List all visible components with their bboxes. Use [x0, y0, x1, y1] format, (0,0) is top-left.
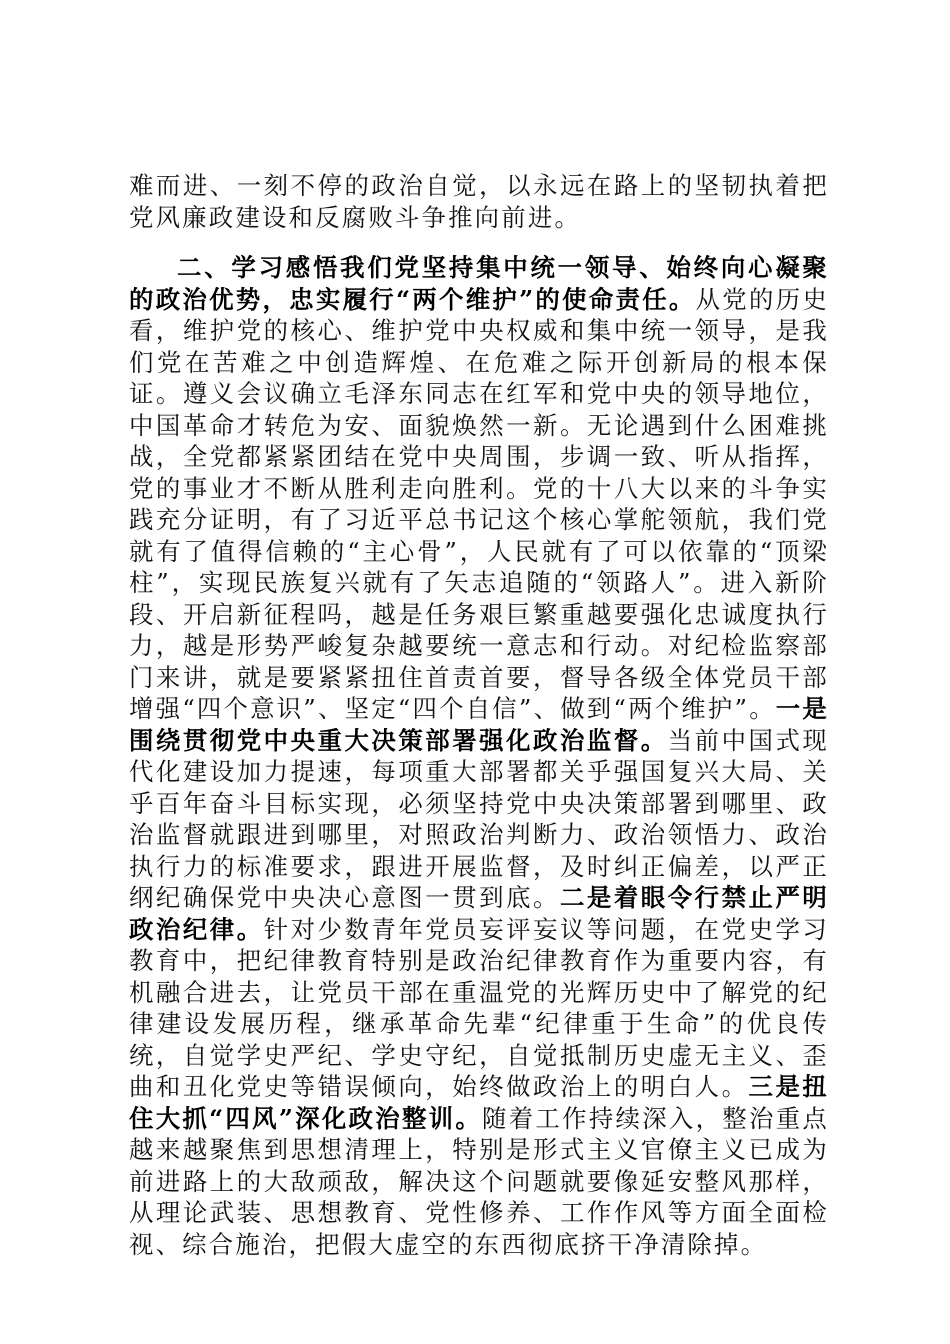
- point-two-heading: 二是着眼令行禁止严明政治纪律。: [129, 883, 829, 944]
- point-one-heading: 一是围绕贯彻党中央重大决策部署强化政治监督。: [129, 694, 829, 755]
- point-three-body: 随着工作持续深入，整治重点越来越聚焦到思想清理上，特别是形式主义官僚主义已成为前进路上的大敌顽敌，解决这个问题就要像延安整风那样，从理论武装、思想教育、党性修养、工作作风等方面全面检视、综合施治，把假大虚空的东西彻底挤干净清除掉。: [129, 1103, 829, 1259]
- point-one-body: 当前中国式现代化建设加力提速，每项重大部署都关乎强国复兴大局、关乎百年奋斗目标实现，必须坚持党中央决策部署到哪里、政治监督就跟进到哪里，对照政治判断力、政治领悟力、政治执行力的标准要求，跟进开展监督，及时纠正偏差，以严正纲纪确保党中央决心意图一贯到底。: [129, 725, 829, 912]
- paragraph-text: 难而进、一刻不停的政治自觉，以永远在路上的坚韧执着把党风廉政建设和反腐败斗争推向前进。: [129, 171, 829, 232]
- section-body: 从党的历史看，维护党的核心、维护党中央权威和集中统一领导，是我们党在苦难之中创造辉煌、在危难之际开创新局的根本保证。遵义会议确立毛泽东同志在红军和党中央的领导地位，中国革命才转危为安、面貌焕然一新。无论遇到什么困难挑战，全党都紧紧团结在党中央周围，步调一致、听从指挥，党的事业才不断从胜利走向胜利。党的十八大以来的斗争实践充分证明，有了习近平总书记这个核心掌舵领航，我们党就有了值得信赖的“主心骨”，人民就有了可以依靠的“顶梁柱”，实现民族复兴就有了矢志追随的“领路人”。进入新阶段、开启新征程吗，越是任务艰巨繁重越要强化忠诚度执行力，越是形势严峻复杂越要统一意志和行动。对纪检监察部门来讲，就是要紧紧扭住首责首要，督导各级全体党员干部增强“四个意识”、坚定“四个自信”、做到“两个维护”。: [129, 284, 829, 723]
- point-three-heading: 三是扭住大抓“四风”深化政治整训。: [129, 1072, 829, 1133]
- paragraph-section-two: [129, 252, 829, 1260]
- paragraph-continuation: [129, 170, 829, 233]
- point-two-body: 针对少数青年党员妄评妄议等问题，在党史学习教育中，把纪律教育特别是政治纪律教育作为重要内容，有机融合进去，让党员干部在重温党的光辉历史中了解党的纪律建设发展历程，继承革命先辈“纪律重于生命”的优良传统，自觉学史严纪、学史守纪，自觉抵制历史虚无主义、歪曲和丑化党史等错误倾向，始终做政治上的明白人。: [129, 914, 829, 1101]
- section-heading: 二、学习感悟我们党坚持集中统一领导、始终向心凝聚的政治优势，忠实履行“两个维护”的使命责任。: [129, 253, 829, 314]
